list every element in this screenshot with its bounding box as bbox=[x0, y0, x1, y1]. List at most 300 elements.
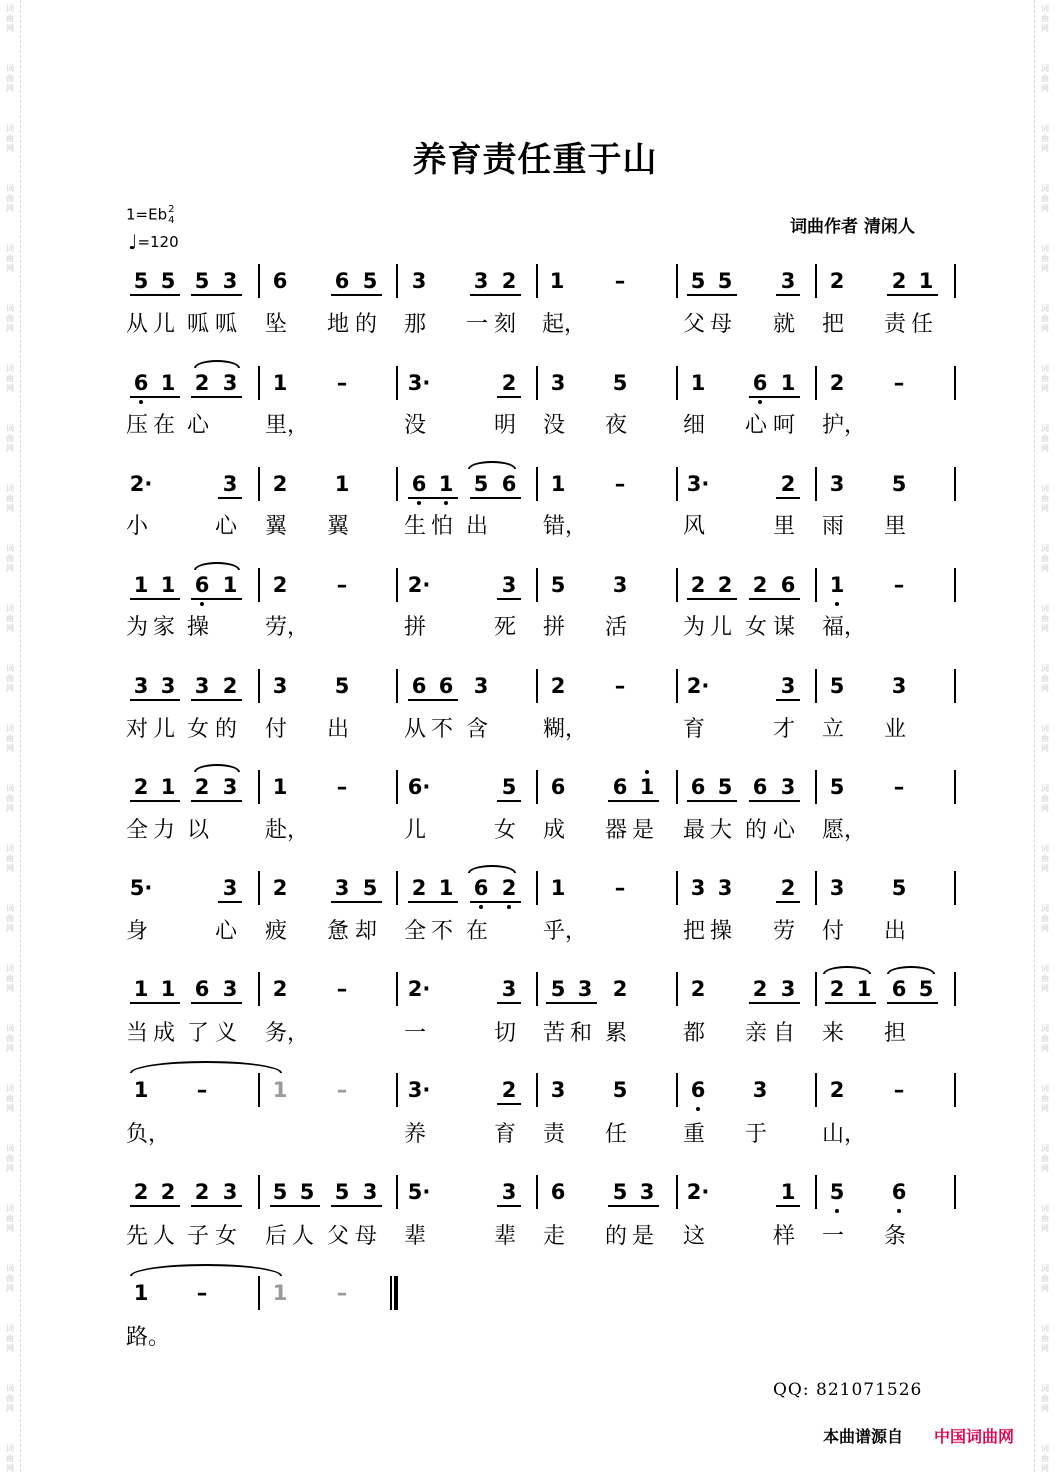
note: 3 bbox=[501, 977, 517, 1001]
watermark-text: 词曲网 bbox=[6, 484, 14, 513]
key-label: 1=Eb bbox=[126, 205, 168, 224]
lyric-syllable: 重 bbox=[683, 1122, 706, 1147]
beam-underline bbox=[687, 598, 737, 600]
note: – bbox=[893, 1078, 905, 1102]
watermark-text: 词曲网 bbox=[1041, 544, 1049, 573]
bar-line bbox=[258, 264, 260, 298]
note: 1 bbox=[133, 1078, 149, 1102]
source-label: 本曲谱源自 bbox=[823, 1427, 904, 1446]
lyric-syllable: 雨 bbox=[822, 514, 845, 539]
lyric-syllable: 风 bbox=[683, 514, 706, 539]
note: 2· bbox=[129, 472, 153, 496]
bar-line bbox=[676, 669, 678, 703]
note: 3 bbox=[829, 472, 845, 496]
lyric-syllable: 这 bbox=[683, 1224, 706, 1249]
lyric-syllable: 福， bbox=[822, 615, 867, 640]
beam-underline bbox=[331, 294, 382, 296]
beam-underline bbox=[130, 800, 180, 802]
watermark-text: 词曲网 bbox=[6, 1324, 14, 1353]
note: 1 bbox=[780, 1180, 796, 1204]
lyric-syllable: 错， bbox=[543, 514, 588, 539]
beam-underline bbox=[470, 294, 521, 296]
tie-slur bbox=[194, 360, 240, 368]
beam-underline bbox=[408, 901, 458, 903]
note: 6 bbox=[334, 269, 350, 293]
note: 5 bbox=[194, 269, 210, 293]
note: 1 bbox=[550, 472, 566, 496]
beam-underline bbox=[825, 1002, 876, 1004]
bar-line bbox=[258, 669, 260, 703]
lyric-syllable: 活 bbox=[605, 615, 628, 640]
lyric-syllable: 付 bbox=[265, 717, 288, 742]
lyric-syllable: 对 bbox=[126, 717, 149, 742]
note: 6 bbox=[194, 977, 210, 1001]
lyric-syllable: 是 bbox=[632, 818, 655, 843]
octave-dot-below bbox=[835, 602, 839, 606]
bar-line bbox=[396, 568, 398, 602]
note: 2· bbox=[407, 573, 431, 597]
lyric-syllable: 女 bbox=[494, 818, 517, 843]
lyric-syllable: 担 bbox=[884, 1021, 907, 1046]
note: – bbox=[614, 472, 626, 496]
watermark-text: 词曲网 bbox=[6, 4, 14, 33]
note: 3 bbox=[717, 876, 733, 900]
tie-slur bbox=[130, 1061, 282, 1073]
note: 2 bbox=[501, 876, 517, 900]
bar-line bbox=[258, 1073, 260, 1107]
note: 2 bbox=[780, 876, 796, 900]
bar-line bbox=[954, 972, 956, 1006]
watermark-text: 词曲网 bbox=[1041, 364, 1049, 393]
note: 2 bbox=[780, 472, 796, 496]
note: 5 bbox=[829, 775, 845, 799]
note: 2· bbox=[407, 977, 431, 1001]
lyric-syllable: 女 bbox=[187, 717, 210, 742]
bar-line bbox=[258, 1276, 260, 1310]
watermark-text: 词曲网 bbox=[6, 904, 14, 933]
octave-dot-above bbox=[645, 770, 649, 774]
note: 1 bbox=[639, 775, 655, 799]
bar-line bbox=[536, 467, 538, 501]
bar-line bbox=[676, 871, 678, 905]
note: – bbox=[196, 1281, 208, 1305]
lyric-syllable: 操 bbox=[710, 919, 733, 944]
beam-underline bbox=[749, 598, 800, 600]
source-site-link[interactable]: 中国词曲网 bbox=[934, 1427, 1015, 1446]
tie-slur bbox=[468, 461, 516, 469]
beam-underline bbox=[130, 598, 180, 600]
bar-line bbox=[536, 871, 538, 905]
note: 2 bbox=[411, 876, 427, 900]
lyric-syllable: 心 bbox=[215, 514, 238, 539]
lyric-syllable: 不 bbox=[431, 717, 454, 742]
lyric-syllable: 的 bbox=[215, 717, 238, 742]
watermark-text: 词曲网 bbox=[1041, 1204, 1049, 1233]
note: – bbox=[614, 674, 626, 698]
lyric-syllable: 业 bbox=[884, 717, 907, 742]
note: 5 bbox=[891, 472, 907, 496]
lyric-syllable: 自 bbox=[773, 1021, 796, 1046]
lyric-syllable: 父 bbox=[327, 1224, 350, 1249]
lyric-syllable: 为 bbox=[683, 615, 706, 640]
note: 6 bbox=[690, 1078, 706, 1102]
note: 3 bbox=[362, 1180, 378, 1204]
lyric-syllable: 任 bbox=[911, 312, 934, 337]
bar-line bbox=[536, 770, 538, 804]
lyric-syllable: 儿 bbox=[710, 615, 733, 640]
lyric-syllable: 那 bbox=[404, 312, 427, 337]
lyric-syllable: 儿 bbox=[404, 818, 427, 843]
note: – bbox=[336, 371, 348, 395]
bar-line bbox=[676, 972, 678, 1006]
note: 6 bbox=[752, 775, 768, 799]
lyric-syllable: 后 bbox=[265, 1224, 288, 1249]
bar-line bbox=[954, 1073, 956, 1107]
note: – bbox=[893, 573, 905, 597]
bar-line bbox=[954, 871, 956, 905]
note: 1 bbox=[160, 775, 176, 799]
beam-underline bbox=[497, 396, 521, 398]
bar-line bbox=[396, 1175, 398, 1209]
watermark-text: 词曲网 bbox=[6, 244, 14, 273]
author-credit: 词曲作者 清闲人 bbox=[790, 217, 915, 237]
note: 1 bbox=[222, 573, 238, 597]
bar-line bbox=[258, 770, 260, 804]
note: 6 bbox=[438, 674, 454, 698]
lyric-syllable: 没 bbox=[543, 413, 566, 438]
lyric-syllable: 一 bbox=[822, 1224, 845, 1249]
note: 2 bbox=[272, 472, 288, 496]
beam-underline bbox=[331, 901, 382, 903]
note: 3 bbox=[690, 876, 706, 900]
lyric-syllable: 含 bbox=[466, 717, 489, 742]
note: 1 bbox=[133, 977, 149, 1001]
note: 2 bbox=[272, 977, 288, 1001]
beam-underline bbox=[218, 497, 242, 499]
beam-underline bbox=[408, 699, 458, 701]
note: 2 bbox=[501, 371, 517, 395]
note: 2 bbox=[194, 1180, 210, 1204]
lyric-syllable: 乎， bbox=[543, 919, 588, 944]
lyric-syllable: 呱 bbox=[215, 312, 238, 337]
watermark-text: 词曲网 bbox=[6, 1264, 14, 1293]
watermark-text: 词曲网 bbox=[6, 184, 14, 213]
note: 1 bbox=[690, 371, 706, 395]
watermark-text: 词曲网 bbox=[1041, 124, 1049, 153]
bar-line bbox=[396, 669, 398, 703]
watermark-text: 词曲网 bbox=[6, 604, 14, 633]
bar-line bbox=[676, 770, 678, 804]
lyric-syllable: 先 bbox=[126, 1224, 149, 1249]
note: 1 bbox=[272, 371, 288, 395]
note: – bbox=[196, 1078, 208, 1102]
lyric-syllable: 育 bbox=[683, 717, 706, 742]
lyric-syllable: 怕 bbox=[431, 514, 454, 539]
bar-line bbox=[536, 1175, 538, 1209]
bar-line bbox=[954, 770, 956, 804]
beam-underline bbox=[497, 1002, 521, 1004]
note: 2 bbox=[690, 977, 706, 1001]
bar-line bbox=[676, 568, 678, 602]
lyric-syllable: 地 bbox=[327, 312, 350, 337]
note: 6 bbox=[690, 775, 706, 799]
note: 3· bbox=[407, 1078, 431, 1102]
lyric-syllable: 都 bbox=[683, 1021, 706, 1046]
watermark-text: 词曲网 bbox=[1041, 1324, 1049, 1353]
lyric-syllable: 家 bbox=[153, 615, 176, 640]
lyric-syllable: 母 bbox=[710, 312, 733, 337]
octave-dot-below bbox=[897, 1209, 901, 1213]
bar-line bbox=[396, 770, 398, 804]
octave-dot-below bbox=[444, 501, 448, 505]
note: 1 bbox=[160, 573, 176, 597]
bar-line bbox=[676, 467, 678, 501]
beam-underline bbox=[270, 1205, 320, 1207]
note: – bbox=[614, 269, 626, 293]
note: 5 bbox=[133, 269, 149, 293]
tie-slur bbox=[823, 966, 871, 974]
watermark-text: 词曲网 bbox=[1041, 64, 1049, 93]
beam-underline bbox=[776, 699, 800, 701]
lyric-syllable: 辈 bbox=[494, 1224, 517, 1249]
note: 5· bbox=[407, 1180, 431, 1204]
watermark-text: 词曲网 bbox=[1041, 1444, 1049, 1473]
note: 1 bbox=[438, 876, 454, 900]
lyric-syllable: 女 bbox=[215, 1224, 238, 1249]
note: 3 bbox=[501, 1180, 517, 1204]
note: – bbox=[614, 876, 626, 900]
lyric-syllable: 苦 bbox=[543, 1021, 566, 1046]
note: 3 bbox=[222, 1180, 238, 1204]
lyric-syllable: 最 bbox=[683, 818, 706, 843]
lyric-syllable: 义 bbox=[215, 1021, 238, 1046]
lyric-syllable: 心 bbox=[215, 919, 238, 944]
beam-underline bbox=[191, 800, 242, 802]
note: 3 bbox=[133, 674, 149, 698]
watermark-text: 词曲网 bbox=[1041, 1264, 1049, 1293]
lyric-syllable: 人 bbox=[292, 1224, 315, 1249]
watermark-text: 词曲网 bbox=[6, 64, 14, 93]
lyric-syllable: 翼 bbox=[265, 514, 288, 539]
note: 2 bbox=[891, 269, 907, 293]
note: 5 bbox=[160, 269, 176, 293]
lyric-syllable: 大 bbox=[710, 818, 733, 843]
lyric-syllable: 来 bbox=[822, 1021, 845, 1046]
lyric-syllable: 一 bbox=[466, 312, 489, 337]
bar-line bbox=[815, 972, 817, 1006]
watermark-text: 词曲网 bbox=[1041, 964, 1049, 993]
note: 6 bbox=[272, 269, 288, 293]
bar-line bbox=[258, 467, 260, 501]
lyric-syllable: 付 bbox=[822, 919, 845, 944]
watermark-text: 词曲网 bbox=[6, 1024, 14, 1053]
lyric-syllable: 夜 bbox=[605, 413, 628, 438]
bar-line bbox=[676, 1175, 678, 1209]
watermark-text: 词曲网 bbox=[1041, 1024, 1049, 1053]
bar-line bbox=[676, 1073, 678, 1107]
beam-underline bbox=[470, 497, 521, 499]
lyric-syllable: 里， bbox=[265, 413, 310, 438]
watermark-text: 词曲网 bbox=[1041, 1384, 1049, 1413]
beam-underline bbox=[191, 699, 242, 701]
watermark-text: 词曲网 bbox=[1041, 4, 1049, 33]
lyric-syllable: 里 bbox=[773, 514, 796, 539]
note: 3 bbox=[411, 269, 427, 293]
lyric-syllable: 路。 bbox=[126, 1325, 171, 1350]
watermark-text: 词曲网 bbox=[6, 724, 14, 753]
note: 5 bbox=[334, 674, 350, 698]
lyric-syllable: 的 bbox=[355, 312, 378, 337]
beam-underline bbox=[546, 1002, 597, 1004]
note: 5 bbox=[690, 269, 706, 293]
lyric-syllable: 在 bbox=[153, 413, 176, 438]
lyric-syllable: 起， bbox=[542, 312, 587, 337]
note: 5 bbox=[829, 674, 845, 698]
note: 2 bbox=[829, 269, 845, 293]
watermark-text: 词曲网 bbox=[1041, 1084, 1049, 1113]
note: 3 bbox=[222, 876, 238, 900]
tie-slur bbox=[194, 764, 240, 772]
note: 6 bbox=[473, 876, 489, 900]
lyric-syllable: 赴， bbox=[265, 818, 310, 843]
note: 3· bbox=[407, 371, 431, 395]
note: 1 bbox=[334, 472, 350, 496]
octave-dot-below bbox=[200, 602, 204, 606]
lyric-syllable: 没 bbox=[404, 413, 427, 438]
watermark-text: 词曲网 bbox=[1041, 304, 1049, 333]
note: – bbox=[893, 371, 905, 395]
watermark-text: 词曲网 bbox=[1041, 784, 1049, 813]
final-double-bar bbox=[390, 1276, 398, 1310]
beam-underline bbox=[749, 800, 800, 802]
bar-line bbox=[954, 366, 956, 400]
note: 5 bbox=[891, 876, 907, 900]
watermark-text: 词曲网 bbox=[6, 964, 14, 993]
note: 3 bbox=[222, 269, 238, 293]
note: – bbox=[336, 1281, 348, 1305]
lyric-syllable: 人 bbox=[153, 1224, 176, 1249]
lyric-syllable: 于 bbox=[745, 1122, 768, 1147]
lyric-syllable: 力 bbox=[153, 818, 176, 843]
lyric-syllable: 累 bbox=[605, 1021, 628, 1046]
watermark-text: 词曲网 bbox=[1041, 664, 1049, 693]
note: 2 bbox=[133, 775, 149, 799]
note: 1 bbox=[780, 371, 796, 395]
beam-underline bbox=[218, 901, 242, 903]
note: 1 bbox=[272, 1281, 288, 1305]
lyric-syllable: 一 bbox=[404, 1021, 427, 1046]
watermark-text: 词曲网 bbox=[6, 424, 14, 453]
bar-line bbox=[396, 1073, 398, 1107]
beam-underline bbox=[497, 598, 521, 600]
watermark-text: 词曲网 bbox=[6, 664, 14, 693]
note: 2· bbox=[686, 1180, 710, 1204]
bar-line bbox=[258, 1175, 260, 1209]
lyric-syllable: 立 bbox=[822, 717, 845, 742]
lyric-syllable: 把 bbox=[822, 312, 845, 337]
beam-underline bbox=[687, 294, 737, 296]
octave-dot-below bbox=[479, 905, 483, 909]
bar-line bbox=[954, 467, 956, 501]
note: 3 bbox=[577, 977, 593, 1001]
note: 5 bbox=[717, 269, 733, 293]
lyric-syllable: 死 bbox=[494, 615, 517, 640]
octave-dot-below bbox=[139, 400, 143, 404]
watermark-text: 词曲网 bbox=[1041, 844, 1049, 873]
note: 3 bbox=[272, 674, 288, 698]
beam-underline bbox=[470, 901, 521, 903]
note: 5 bbox=[829, 1180, 845, 1204]
watermark-text: 词曲网 bbox=[1041, 244, 1049, 273]
lyric-syllable: 护， bbox=[822, 413, 867, 438]
note: 2 bbox=[717, 573, 733, 597]
octave-dot-below bbox=[417, 501, 421, 505]
bar-line bbox=[396, 972, 398, 1006]
tie-slur bbox=[194, 562, 240, 570]
note: 5· bbox=[129, 876, 153, 900]
lyric-syllable: 女 bbox=[745, 615, 768, 640]
lyric-syllable: 任 bbox=[605, 1122, 628, 1147]
beam-underline bbox=[776, 497, 800, 499]
lyric-syllable: 劳 bbox=[773, 919, 796, 944]
note: 5 bbox=[272, 1180, 288, 1204]
note: 6 bbox=[550, 775, 566, 799]
beam-underline bbox=[776, 1205, 800, 1207]
lyric-syllable: 的 bbox=[605, 1224, 628, 1249]
qq-contact: QQ: 821071526 bbox=[773, 1380, 923, 1400]
beam-underline bbox=[887, 1002, 938, 1004]
lyric-syllable: 的 bbox=[745, 818, 768, 843]
tie-slur bbox=[468, 865, 516, 873]
watermark-text: 词曲网 bbox=[1041, 724, 1049, 753]
song-title: 养育责任重于山 bbox=[412, 140, 658, 180]
note: 6 bbox=[411, 674, 427, 698]
bar-line bbox=[815, 366, 817, 400]
lyric-syllable: 负， bbox=[126, 1122, 171, 1147]
beam-underline bbox=[687, 800, 737, 802]
note: 3 bbox=[334, 876, 350, 900]
note: – bbox=[336, 977, 348, 1001]
lyric-syllable: 惫 bbox=[327, 919, 350, 944]
lyric-syllable: 成 bbox=[153, 1021, 176, 1046]
lyric-syllable: 拼 bbox=[404, 615, 427, 640]
note: 3 bbox=[780, 977, 796, 1001]
lyric-syllable: 就 bbox=[773, 312, 796, 337]
lyric-syllable: 和 bbox=[570, 1021, 593, 1046]
time-signature-bottom: 4 bbox=[168, 215, 175, 226]
note: 5 bbox=[362, 876, 378, 900]
lyric-syllable: 走 bbox=[543, 1224, 566, 1249]
lyric-syllable: 小 bbox=[126, 514, 149, 539]
lyric-syllable: 儿 bbox=[153, 312, 176, 337]
lyric-syllable: 呵 bbox=[773, 413, 796, 438]
beam-underline bbox=[608, 1205, 659, 1207]
lyric-syllable: 压 bbox=[126, 413, 149, 438]
lyric-syllable: 当 bbox=[126, 1021, 149, 1046]
lyric-syllable: 心 bbox=[187, 413, 210, 438]
watermark-text: 词曲网 bbox=[6, 844, 14, 873]
bar-line bbox=[536, 669, 538, 703]
watermark-text: 词曲网 bbox=[6, 124, 14, 153]
note: 3 bbox=[612, 573, 628, 597]
note: 5 bbox=[612, 1180, 628, 1204]
note: 5 bbox=[473, 472, 489, 496]
lyric-syllable: 全 bbox=[404, 919, 427, 944]
note: 6 bbox=[891, 1180, 907, 1204]
bar-line bbox=[258, 871, 260, 905]
lyric-syllable: 养 bbox=[404, 1122, 427, 1147]
note: 5 bbox=[918, 977, 934, 1001]
